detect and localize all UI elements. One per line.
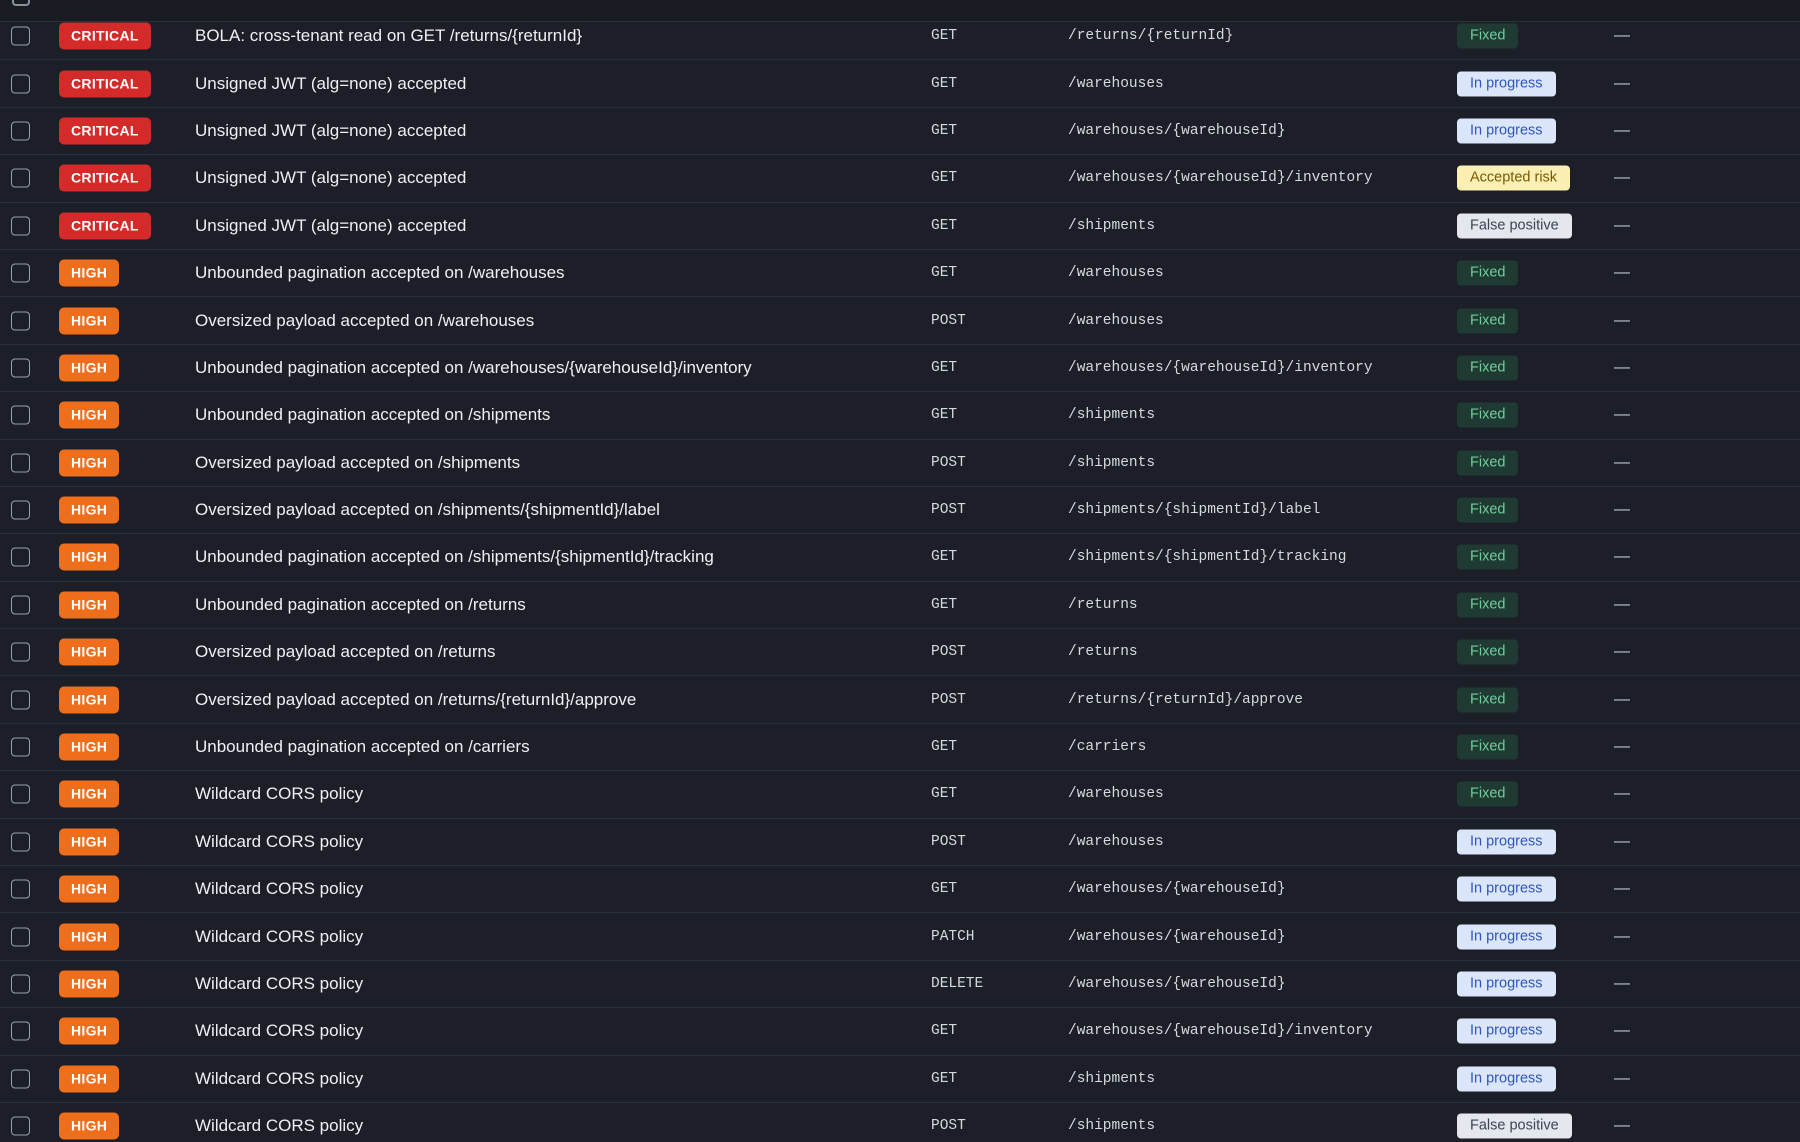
status-badge[interactable]: Fixed bbox=[1457, 545, 1518, 570]
owner-cell: — bbox=[1614, 595, 1630, 613]
http-method: GET bbox=[931, 217, 958, 234]
row-select-checkbox[interactable] bbox=[11, 927, 30, 946]
owner-cell: — bbox=[1614, 690, 1630, 708]
finding-row[interactable] bbox=[0, 676, 1800, 723]
status-badge[interactable]: In progress bbox=[1457, 972, 1556, 997]
owner-cell: — bbox=[1614, 548, 1630, 566]
http-method: GET bbox=[931, 170, 958, 187]
http-method: GET bbox=[931, 265, 958, 282]
row-select-checkbox[interactable] bbox=[11, 690, 30, 709]
row-select-checkbox[interactable] bbox=[11, 975, 30, 994]
endpoint-path: /returns/{returnId} bbox=[1068, 28, 1234, 45]
endpoint-path: /carriers bbox=[1068, 739, 1147, 756]
finding-row[interactable] bbox=[0, 629, 1800, 676]
status-badge[interactable]: Fixed bbox=[1457, 261, 1518, 286]
status-badge[interactable]: False positive bbox=[1457, 1114, 1572, 1139]
finding-title[interactable]: Wildcard CORS policy bbox=[195, 784, 364, 804]
status-badge[interactable]: Fixed bbox=[1457, 24, 1518, 49]
finding-title[interactable]: Wildcard CORS policy bbox=[195, 926, 364, 946]
severity-badge: HIGH bbox=[59, 923, 119, 950]
http-method: GET bbox=[931, 28, 958, 45]
severity-badge: HIGH bbox=[59, 1018, 119, 1045]
finding-title[interactable]: Wildcard CORS policy bbox=[195, 1068, 364, 1088]
http-method: POST bbox=[931, 312, 966, 329]
status-badge[interactable]: In progress bbox=[1457, 877, 1556, 902]
row-select-checkbox[interactable] bbox=[11, 358, 30, 377]
row-select-checkbox[interactable] bbox=[11, 501, 30, 520]
severity-badge: HIGH bbox=[59, 876, 119, 903]
finding-title[interactable]: Unsigned JWT (alg=none) accepted bbox=[195, 215, 467, 235]
endpoint-path: /warehouses/{warehouseId}/inventory bbox=[1068, 170, 1373, 187]
severity-badge: HIGH bbox=[59, 402, 119, 429]
owner-cell: — bbox=[1614, 406, 1630, 424]
status-badge[interactable]: Fixed bbox=[1457, 687, 1518, 712]
http-method: GET bbox=[931, 75, 958, 92]
endpoint-path: /warehouses/{warehouseId} bbox=[1068, 928, 1286, 945]
row-select-checkbox[interactable] bbox=[11, 1117, 30, 1136]
status-badge[interactable]: In progress bbox=[1457, 1066, 1556, 1091]
owner-cell: — bbox=[1614, 169, 1630, 187]
http-method: GET bbox=[931, 881, 958, 898]
severity-badge: HIGH bbox=[59, 307, 119, 334]
endpoint-path: /shipments/{shipmentId}/tracking bbox=[1068, 549, 1347, 566]
finding-row[interactable] bbox=[0, 913, 1800, 960]
row-select-checkbox[interactable] bbox=[11, 311, 30, 330]
http-method: GET bbox=[931, 359, 958, 376]
status-badge[interactable]: Fixed bbox=[1457, 403, 1518, 428]
row-select-checkbox[interactable] bbox=[11, 1069, 30, 1088]
owner-cell: — bbox=[1614, 311, 1630, 329]
finding-title[interactable]: Wildcard CORS policy bbox=[195, 1116, 364, 1136]
http-method: GET bbox=[931, 549, 958, 566]
http-method: GET bbox=[931, 1023, 958, 1040]
owner-cell: — bbox=[1614, 264, 1630, 282]
finding-title[interactable]: Unbounded pagination accepted on /warehouses/{warehouseId}/inventory bbox=[195, 357, 752, 377]
finding-title[interactable]: Wildcard CORS policy bbox=[195, 879, 364, 899]
select-all-checkbox[interactable] bbox=[12, 0, 30, 6]
finding-row[interactable] bbox=[0, 392, 1800, 439]
severity-badge: HIGH bbox=[59, 544, 119, 571]
endpoint-path: /returns/{returnId}/approve bbox=[1068, 691, 1303, 708]
finding-row[interactable] bbox=[0, 961, 1800, 1008]
owner-cell: — bbox=[1614, 27, 1630, 45]
endpoint-path: /warehouses bbox=[1068, 75, 1164, 92]
finding-row[interactable] bbox=[0, 819, 1800, 866]
status-badge[interactable]: Fixed bbox=[1457, 498, 1518, 523]
endpoint-path: /returns bbox=[1068, 596, 1138, 613]
endpoint-path: /shipments bbox=[1068, 407, 1156, 424]
owner-cell: — bbox=[1614, 832, 1630, 850]
status-badge[interactable]: Fixed bbox=[1457, 450, 1518, 475]
http-method: POST bbox=[931, 502, 966, 519]
severity-badge: HIGH bbox=[59, 1113, 119, 1140]
endpoint-path: /warehouses/{warehouseId}/inventory bbox=[1068, 1023, 1373, 1040]
severity-badge: HIGH bbox=[59, 639, 119, 666]
finding-row[interactable] bbox=[0, 771, 1800, 818]
finding-title[interactable]: Unsigned JWT (alg=none) accepted bbox=[195, 73, 467, 93]
severity-badge: HIGH bbox=[59, 497, 119, 524]
finding-row[interactable] bbox=[0, 297, 1800, 344]
owner-cell: — bbox=[1614, 927, 1630, 945]
finding-title[interactable]: Unbounded pagination accepted on /warehouses bbox=[195, 263, 565, 283]
http-method: POST bbox=[931, 691, 966, 708]
http-method: PATCH bbox=[931, 928, 975, 945]
row-select-checkbox[interactable] bbox=[11, 74, 30, 93]
endpoint-path: /warehouses/{warehouseId} bbox=[1068, 122, 1286, 139]
finding-row[interactable] bbox=[0, 203, 1800, 250]
http-method: POST bbox=[931, 454, 966, 471]
row-select-checkbox[interactable] bbox=[11, 453, 30, 472]
finding-title[interactable]: Wildcard CORS policy bbox=[195, 1021, 364, 1041]
severity-badge: HIGH bbox=[59, 686, 119, 713]
severity-badge: HIGH bbox=[59, 828, 119, 855]
severity-badge: CRITICAL bbox=[59, 23, 151, 50]
finding-row[interactable] bbox=[0, 582, 1800, 629]
severity-badge: CRITICAL bbox=[59, 117, 151, 144]
status-badge[interactable]: Fixed bbox=[1457, 355, 1518, 380]
finding-title[interactable]: Oversized payload accepted on /shipments bbox=[195, 452, 521, 472]
row-select-checkbox[interactable] bbox=[11, 832, 30, 851]
row-select-checkbox[interactable] bbox=[11, 216, 30, 235]
row-select-checkbox[interactable] bbox=[11, 643, 30, 662]
finding-title[interactable]: Unbounded pagination accepted on /shipments/{shipmentId}/tracking bbox=[195, 547, 714, 567]
row-select-checkbox[interactable] bbox=[11, 406, 30, 425]
severity-badge: HIGH bbox=[59, 260, 119, 287]
owner-cell: — bbox=[1614, 1069, 1630, 1087]
finding-title[interactable]: Oversized payload accepted on /returns bbox=[195, 642, 496, 662]
http-method: DELETE bbox=[931, 976, 984, 992]
owner-cell: — bbox=[1614, 738, 1630, 756]
findings-table bbox=[0, 13, 1800, 1142]
severity-badge: CRITICAL bbox=[59, 70, 151, 97]
severity-badge: HIGH bbox=[59, 734, 119, 761]
owner-cell: — bbox=[1614, 501, 1630, 519]
finding-row[interactable] bbox=[0, 534, 1800, 581]
status-badge[interactable]: Accepted risk bbox=[1457, 166, 1570, 191]
finding-title[interactable]: Unbounded pagination accepted on /shipments bbox=[195, 405, 551, 425]
finding-title[interactable]: Unsigned JWT (alg=none) accepted bbox=[195, 120, 467, 140]
status-badge[interactable]: In progress bbox=[1457, 829, 1556, 854]
endpoint-path: /warehouses/{warehouseId} bbox=[1068, 976, 1286, 992]
endpoint-path: /shipments bbox=[1068, 217, 1156, 234]
endpoint-path: /warehouses bbox=[1068, 833, 1164, 850]
finding-row[interactable] bbox=[0, 345, 1800, 392]
status-badge[interactable]: Fixed bbox=[1457, 735, 1518, 760]
owner-cell: — bbox=[1614, 1117, 1630, 1135]
owner-cell: — bbox=[1614, 453, 1630, 471]
row-select-checkbox[interactable] bbox=[11, 785, 30, 804]
endpoint-path: /warehouses/{warehouseId} bbox=[1068, 881, 1286, 898]
finding-row[interactable] bbox=[0, 1103, 1800, 1142]
finding-row[interactable] bbox=[0, 155, 1800, 202]
owner-cell: — bbox=[1614, 74, 1630, 92]
row-select-checkbox[interactable] bbox=[11, 1022, 30, 1041]
http-method: GET bbox=[931, 122, 958, 139]
severity-badge: HIGH bbox=[59, 971, 119, 998]
http-method: POST bbox=[931, 1118, 966, 1135]
owner-cell: — bbox=[1614, 1022, 1630, 1040]
severity-badge: HIGH bbox=[59, 591, 119, 618]
finding-row[interactable] bbox=[0, 13, 1800, 60]
finding-row[interactable] bbox=[0, 440, 1800, 487]
owner-cell: — bbox=[1614, 216, 1630, 234]
finding-title[interactable]: Wildcard CORS policy bbox=[195, 974, 364, 993]
http-method: GET bbox=[931, 1070, 958, 1087]
status-badge[interactable]: In progress bbox=[1457, 924, 1556, 949]
row-select-checkbox[interactable] bbox=[11, 595, 30, 614]
finding-row[interactable] bbox=[0, 108, 1800, 155]
owner-cell: — bbox=[1614, 975, 1630, 992]
finding-row[interactable] bbox=[0, 250, 1800, 297]
http-method: GET bbox=[931, 739, 958, 756]
status-badge[interactable]: False positive bbox=[1457, 213, 1572, 238]
owner-cell: — bbox=[1614, 880, 1630, 898]
status-badge[interactable]: In progress bbox=[1457, 1019, 1556, 1044]
finding-title[interactable]: Unsigned JWT (alg=none) accepted bbox=[195, 168, 467, 188]
finding-title[interactable]: Wildcard CORS policy bbox=[195, 831, 364, 851]
row-select-checkbox[interactable] bbox=[11, 264, 30, 283]
status-badge[interactable]: In progress bbox=[1457, 71, 1556, 96]
status-badge[interactable]: Fixed bbox=[1457, 592, 1518, 617]
http-method: GET bbox=[931, 596, 958, 613]
status-badge[interactable]: Fixed bbox=[1457, 640, 1518, 665]
http-method: GET bbox=[931, 786, 958, 803]
finding-row[interactable] bbox=[0, 60, 1800, 107]
row-select-checkbox[interactable] bbox=[11, 27, 30, 46]
finding-row[interactable] bbox=[0, 1008, 1800, 1055]
finding-title[interactable]: BOLA: cross-tenant read on GET /returns/{returnId} bbox=[195, 26, 583, 46]
status-badge[interactable]: Fixed bbox=[1457, 782, 1518, 807]
finding-title[interactable]: Oversized payload accepted on /warehouses bbox=[195, 310, 535, 330]
endpoint-path: /warehouses/{warehouseId}/inventory bbox=[1068, 359, 1373, 376]
row-select-checkbox[interactable] bbox=[11, 738, 30, 757]
endpoint-path: /warehouses bbox=[1068, 265, 1164, 282]
row-select-checkbox[interactable] bbox=[11, 880, 30, 899]
row-select-checkbox[interactable] bbox=[11, 169, 30, 188]
severity-badge: HIGH bbox=[59, 354, 119, 381]
status-badge[interactable]: In progress bbox=[1457, 118, 1556, 143]
severity-badge: HIGH bbox=[59, 449, 119, 476]
endpoint-path: /shipments/{shipmentId}/label bbox=[1068, 502, 1321, 519]
endpoint-path: /shipments bbox=[1068, 454, 1156, 471]
finding-title[interactable]: Unbounded pagination accepted on /carriers bbox=[195, 737, 530, 757]
finding-title[interactable]: Oversized payload accepted on /returns/{returnId}/approve bbox=[195, 689, 637, 709]
http-method: GET bbox=[931, 407, 958, 424]
endpoint-path: /shipments bbox=[1068, 1070, 1156, 1087]
owner-cell: — bbox=[1614, 643, 1630, 661]
finding-title[interactable]: Oversized payload accepted on /shipments/{shipmentId}/label bbox=[195, 500, 660, 520]
endpoint-path: /returns bbox=[1068, 644, 1138, 661]
severity-badge: CRITICAL bbox=[59, 212, 151, 239]
http-method: POST bbox=[931, 644, 966, 661]
finding-row[interactable] bbox=[0, 866, 1800, 913]
endpoint-path: /warehouses bbox=[1068, 312, 1164, 329]
owner-cell: — bbox=[1614, 358, 1630, 376]
http-method: POST bbox=[931, 833, 966, 850]
endpoint-path: /warehouses bbox=[1068, 786, 1164, 803]
severity-badge: CRITICAL bbox=[59, 165, 151, 192]
status-badge[interactable]: Fixed bbox=[1457, 308, 1518, 333]
finding-row[interactable] bbox=[0, 487, 1800, 534]
severity-badge: HIGH bbox=[59, 781, 119, 808]
row-select-checkbox[interactable] bbox=[11, 548, 30, 567]
finding-row[interactable] bbox=[0, 1056, 1800, 1103]
finding-row[interactable] bbox=[0, 724, 1800, 771]
severity-badge: HIGH bbox=[59, 1065, 119, 1092]
row-select-checkbox[interactable] bbox=[11, 121, 30, 140]
endpoint-path: /shipments bbox=[1068, 1118, 1156, 1135]
finding-title[interactable]: Unbounded pagination accepted on /returns bbox=[195, 594, 526, 614]
owner-cell: — bbox=[1614, 121, 1630, 139]
owner-cell: — bbox=[1614, 785, 1630, 803]
